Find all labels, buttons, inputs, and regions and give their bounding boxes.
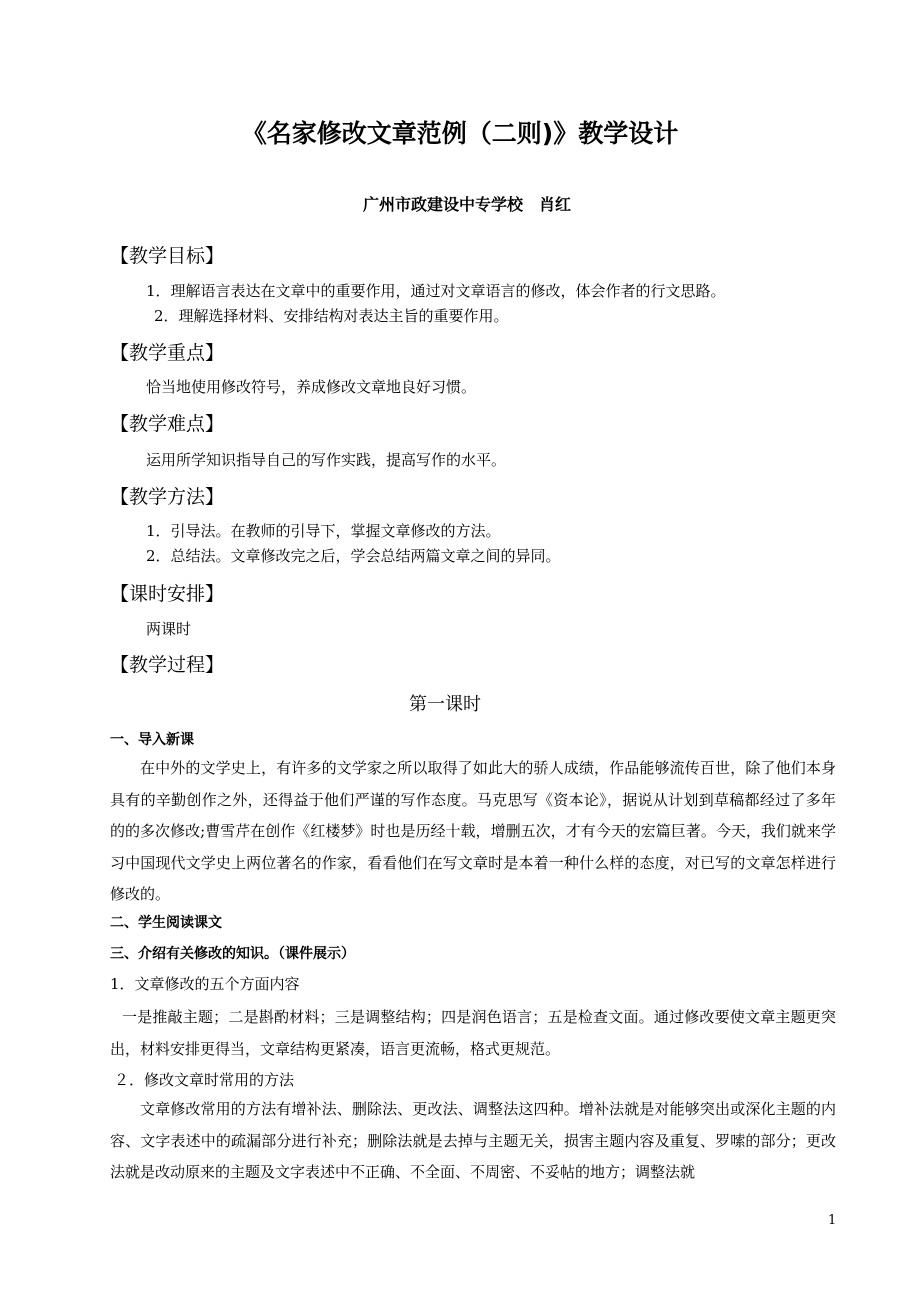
objective-item-1: 1．理解语言表达在文章中的重要作用，通过对文章语言的修改，体会作者的行文思路。 — [146, 282, 726, 300]
heading-difficulties: 【教学难点】 — [110, 413, 225, 435]
lesson-title: 第一课时 — [409, 694, 481, 715]
heading-process: 【教学过程】 — [110, 654, 225, 676]
section-title-1: 一、导入新课 — [110, 732, 194, 748]
heading-key-points: 【教学重点】 — [110, 342, 225, 364]
document-title: 《名家修改文章范例（二则)》教学设计 — [241, 119, 679, 148]
objective-item-2: 2．理解选择材料、安排结构对表达主旨的重要作用。 — [154, 307, 509, 325]
heading-schedule: 【课时安排】 — [110, 583, 225, 605]
heading-objectives: 【教学目标】 — [110, 245, 225, 267]
subsection-1-paragraph: 一是推敲主题；二是斟酌材料；三是调整结构；四是润色语言；五是检查文面。通过修改要使文章主题更突出，材料安排更得当，文章结构更紧凑，语言更流畅，格式更规范。 — [110, 1008, 836, 1058]
subsection-2-label: ２．修改文章时常用的方法 — [114, 1071, 295, 1089]
schedule-text: 两课时 — [146, 620, 192, 638]
section-title-2: 二、学生阅读课文 — [110, 915, 222, 931]
document-author: 广州市政建设中专学校 肖红 — [362, 195, 571, 214]
method-item-1: 1．引导法。在教师的引导下，掌握文章修改的方法。 — [146, 522, 501, 540]
difficulties-text: 运用所学知识指导自己的写作实践，提高写作的水平。 — [146, 451, 507, 469]
subsection-1-label: 1．文章修改的五个方面内容 — [110, 975, 300, 993]
section-title-3: 三、介绍有关修改的知识。（课件展示） — [110, 946, 355, 962]
page-number: 1 — [828, 1213, 837, 1228]
method-item-2: 2．总结法。文章修改完之后，学会总结两篇文章之间的异同。 — [146, 547, 561, 565]
subsection-2-paragraph: 文章修改常用的方法有增补法、删除法、更改法、调整法这四种。增补法就是对能够突出或深化主题的内容、文字表述中的疏漏部分进行补充；删除法就是去掉与主题无关，损害主题内容及重复、罗嗦的部分；更改法就是改动原来的主题及文字表述中不正确、不全面、不周密、不妥帖的地方；调整法就 — [110, 1100, 836, 1182]
key-points-text: 恰当地使用修改符号，养成修改文章地良好习惯。 — [146, 378, 477, 396]
section-1-paragraph: 在中外的文学史上，有许多的文学家之所以取得了如此大的骄人成绩，作品能够流传百世，除了他们本身具有的辛勤创作之外，还得益于他们严谨的写作态度。马克思写《资本论》，据说从计划到草稿都经过了多年的的多次修改;曹雪芹在创作《红楼梦》时也是历经十载，增删五次，才有今天的宏篇巨著。今天，我们就来学习中国现代文学史上两位著名的作家，看看他们在写文章时是本着一种什么样的态度，对已写的文章怎样进行修改的。 — [110, 759, 836, 904]
heading-methods: 【教学方法】 — [110, 486, 225, 508]
